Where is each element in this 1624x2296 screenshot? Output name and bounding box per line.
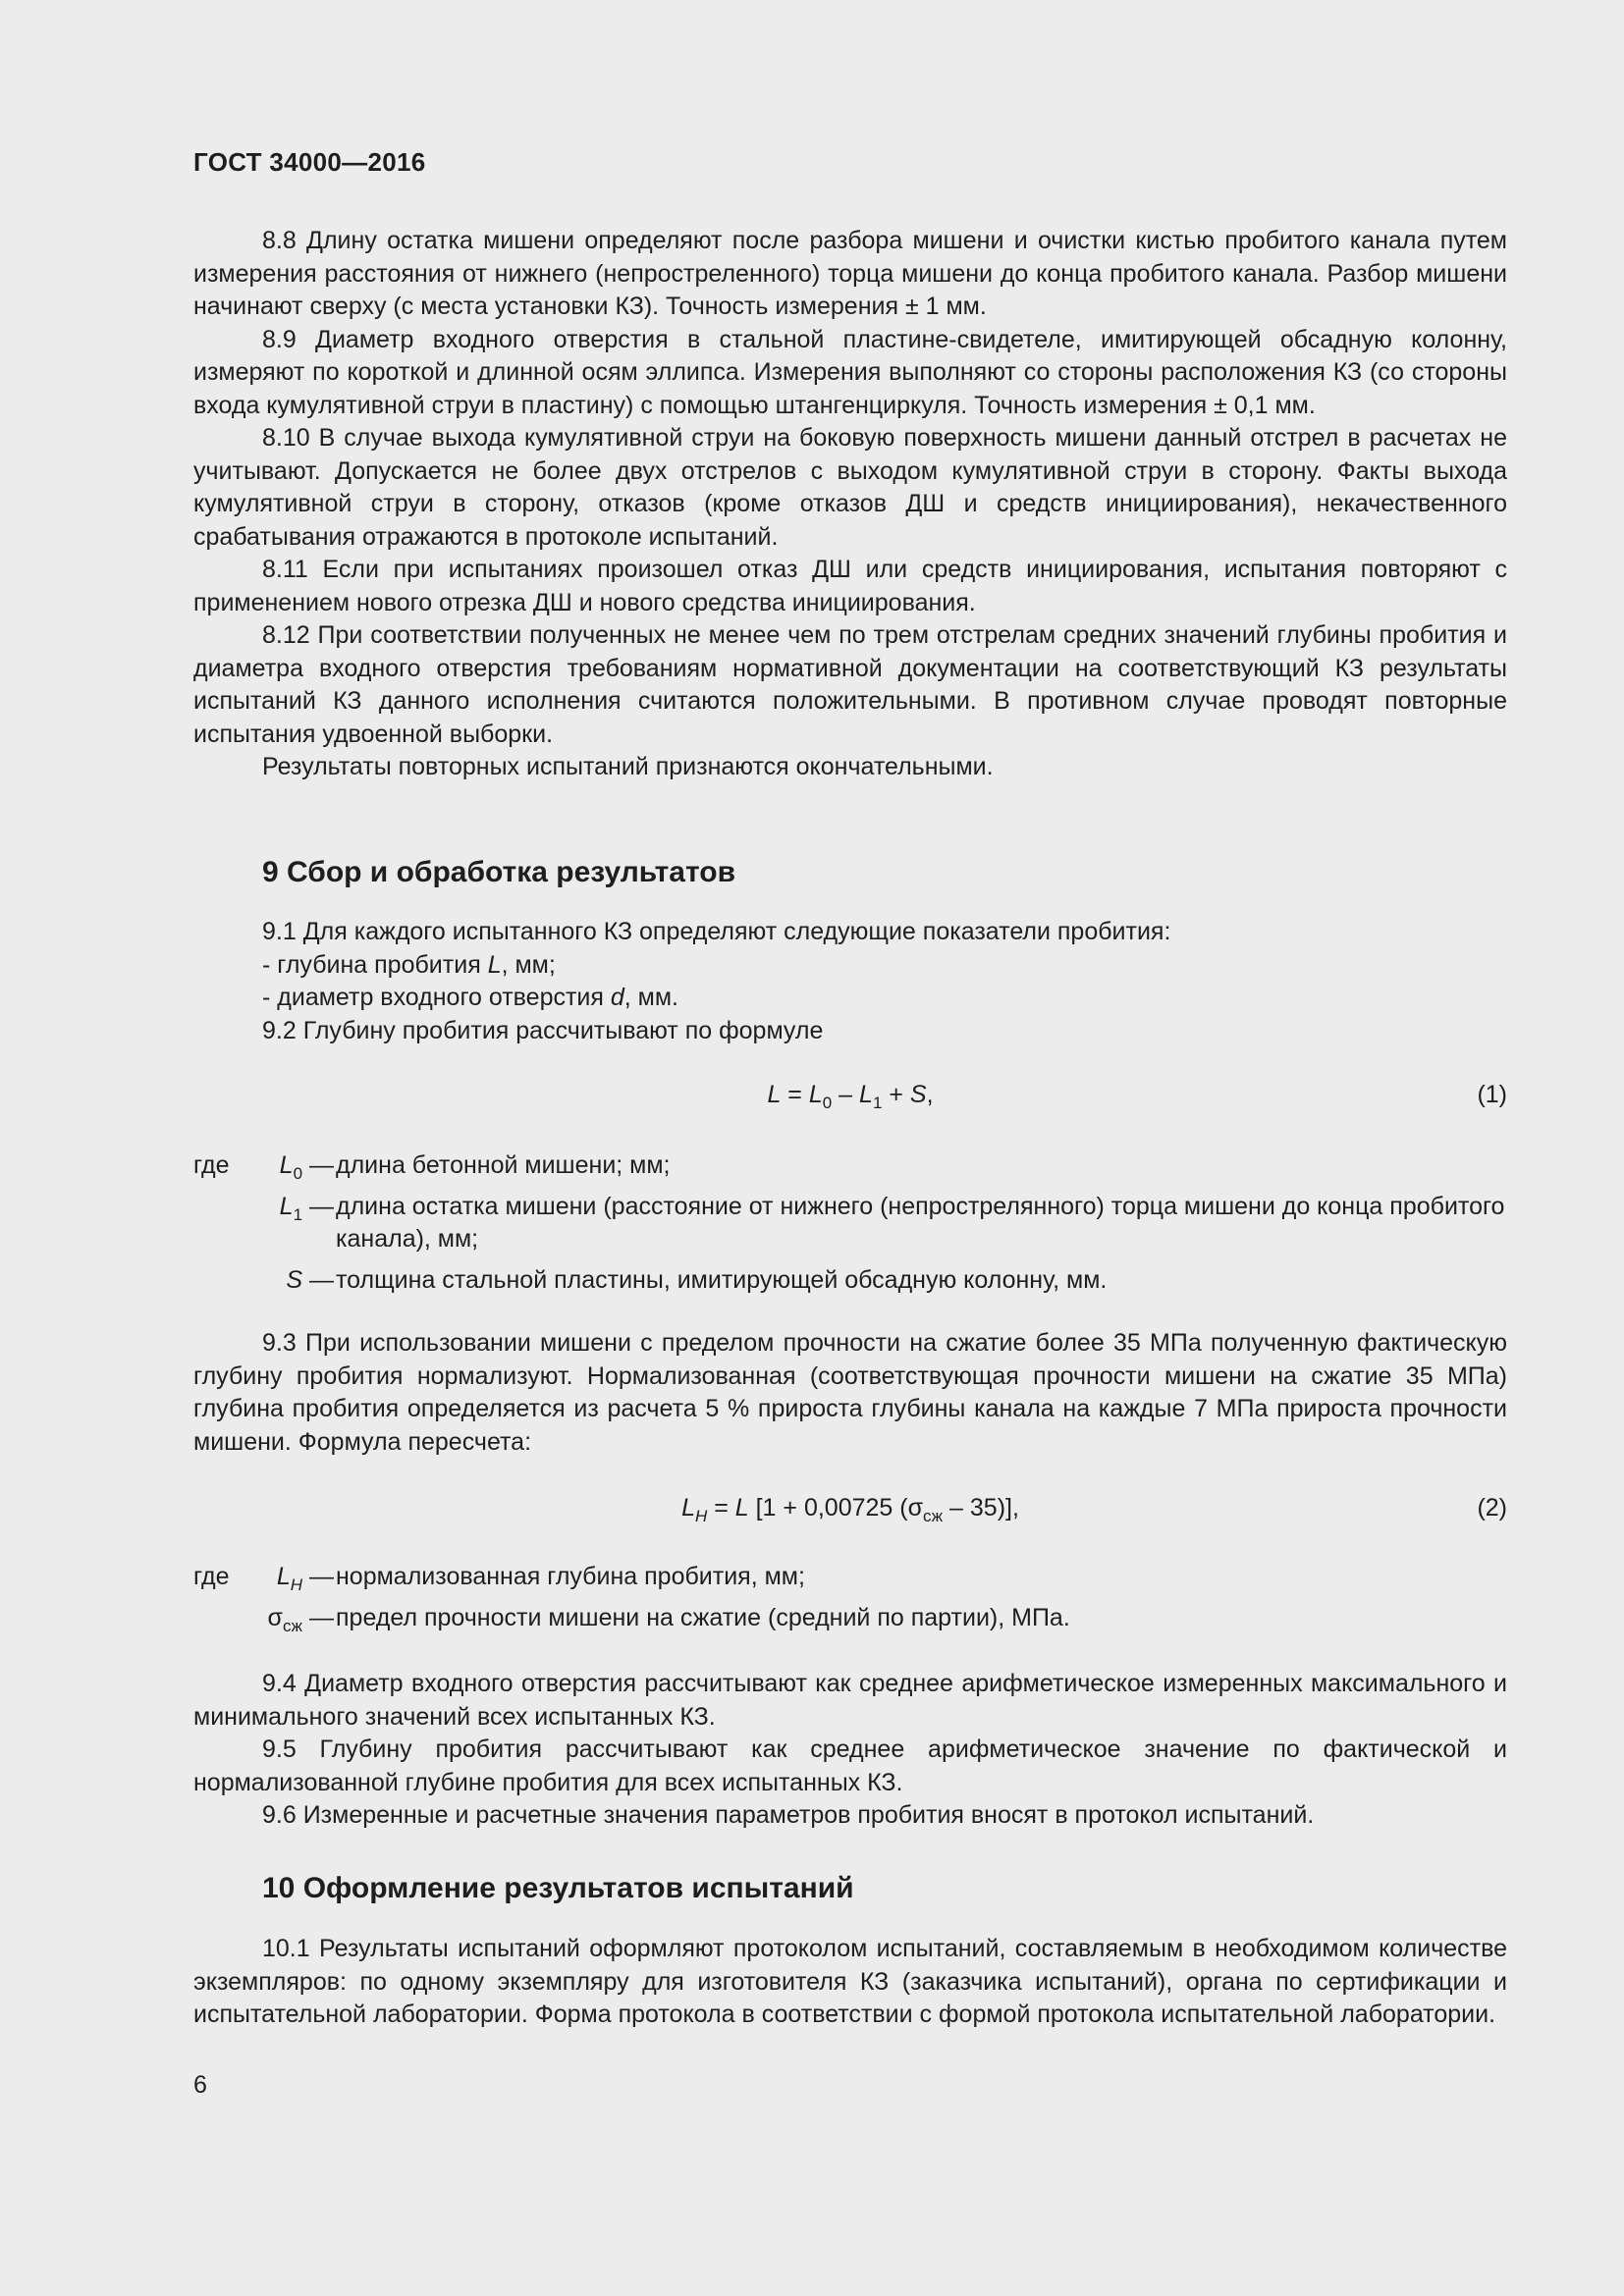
legend-symbol: S —	[286, 1265, 334, 1294]
legend-row-l0	[193, 1149, 1507, 1183]
formula-1-expression: $L = L_0 - L_1 + S$,	[767, 1081, 934, 1112]
paragraph-8-12: 8.12 При соответствии полученных не менее чем по трем отстрелам средних значений глубины пробития и диаметра входного отверстия требованиям нормативной документации на соответствующий КЗ результаты испытаний КЗ данного исполнения считаются положительными. В противном случае проводят повторные испытания удвоенной выборки.	[193, 621, 1507, 748]
paragraph-9-3: 9.3 При использовании мишени с пределом прочности на сжатие более 35 МПа полученную фактическую глубину пробития нормализуют. Нормализованная (соответствующая прочности мишени на сжатие 35 МПа) глубина пробития определяется из расчета 5 % прироста глубины канала на каждые 7 МПа прироста прочности мишени. Формула пересчета:	[193, 1329, 1507, 1456]
paragraph-10-1: 10.1 Результаты испытаний оформляют протоколом испытаний, составляемым в необходимом количестве экземпляров: по одному экземпляру для изготовителя КЗ (заказчика испытаний), органа по сертификации и испытательной лаборатории. Форма протокола в соответствии с формой протокола испытательной лаборатории.	[193, 1935, 1507, 2028]
section-10-heading-wrap	[193, 1872, 1507, 1905]
paragraph-8-8: 8.8 Длину остатка мишени определяют после разбора мишени и очистки кистью пробитого канала путем измерения расстояния от нижнего (непростреленного) торца мишени до конца пробитого канала. Разбор мишени начинают сверху (с места установки КЗ). Точность измерения ± 1 мм.	[193, 227, 1507, 320]
legend-symbol: $L_0$ —	[279, 1151, 334, 1183]
where-label: где	[193, 1151, 230, 1179]
legend-text: длина бетонной мишени; мм;	[336, 1151, 671, 1179]
section-9-heading-wrap	[193, 856, 1507, 889]
paragraph-9-1: 9.1 Для каждого испытанного КЗ определяют следующие показатели пробития:	[262, 918, 1171, 945]
legend-text: нормализованная глубина пробития, мм;	[336, 1563, 805, 1590]
paragraph-9-6: 9.6 Измеренные и расчетные значения параметров пробития вносят в протокол испытаний.	[262, 1801, 1315, 1829]
paragraph-8-9: 8.9 Диаметр входного отверстия в стальной пластине-свидетеле, имитирующей обсадную колонну, измеряют по короткой и длинной осям эллипса. Измерения выполняют со стороны расположения КЗ (со стороны входа кумулятивной струи в пластину) с помощью штангенциркуля. Точность измерения ± 0,1 мм.	[193, 325, 1507, 419]
section-10-body	[193, 1933, 1507, 2032]
section-10-heading: 10 Оформление результатов испытаний	[262, 1872, 854, 1904]
formula-2-legend	[193, 1561, 1507, 1642]
formula-1-legend	[193, 1149, 1507, 1305]
list-item-diameter: - диаметр входного отверстия d, мм.	[262, 984, 678, 1011]
formula-2	[193, 1491, 1507, 1524]
legend-symbol: $L_H$ —	[276, 1563, 334, 1594]
section-9-3	[193, 1327, 1507, 1459]
section-9-tail	[193, 1668, 1507, 1833]
formula-1-number: (1)	[1477, 1081, 1507, 1108]
page-number: 6	[193, 2071, 207, 2099]
legend-text: предел прочности мишени на сжатие (средний по партии), МПа.	[336, 1603, 1070, 1631]
paragraph-9-5: 9.5 Глубину пробития рассчитывают как среднее арифметическое значение по фактической и нормализованной глубине пробития для всех испытанных КЗ.	[193, 1735, 1507, 1796]
paragraph-8-12-final: Результаты повторных испытаний признаются окончательными.	[262, 753, 994, 780]
section-8-body	[193, 225, 1507, 784]
legend-text: длина остатка мишени (расстояние от нижнего (непрострелянного) торца мишени до конца пробитого канала), мм;	[336, 1192, 1505, 1253]
where-label: где	[193, 1563, 230, 1590]
legend-row-sigma	[193, 1602, 1507, 1635]
formula-2-number: (2)	[1477, 1494, 1507, 1522]
paragraph-9-2: 9.2 Глубину пробития рассчитывают по формуле	[262, 1016, 824, 1044]
section-9-heading: 9 Сбор и обработка результатов	[262, 856, 736, 888]
formula-1	[193, 1078, 1507, 1111]
section-9-intro	[193, 916, 1507, 1047]
legend-row-s	[193, 1264, 1507, 1298]
paragraph-8-11: 8.11 Если при испытаниях произошел отказ ДШ или средств инициирования, испытания повторяют с применением нового отрезка ДШ и нового средства инициирования.	[193, 556, 1507, 616]
legend-row-lh	[193, 1561, 1507, 1594]
page-header: ГОСТ 34000—2016	[193, 147, 426, 177]
legend-text: толщина стальной пластины, имитирующей обсадную колонну, мм.	[336, 1265, 1108, 1294]
legend-symbol: $L_1$ —	[279, 1192, 334, 1224]
paragraph-9-4: 9.4 Диаметр входного отверстия рассчитывают как среднее арифметическое измеренных максимального и минимального значений всех испытанных КЗ.	[193, 1670, 1507, 1731]
formula-2-expression: $L_H = L$ [1 + 0,00725 $(\sigma_{сж} - 35)$],	[681, 1494, 1019, 1525]
legend-row-l1	[193, 1191, 1507, 1256]
list-item-depth: - глубина пробития L, мм;	[262, 950, 556, 979]
legend-symbol: $\sigma_{сж}$ —	[267, 1603, 334, 1635]
document-page	[193, 0, 1507, 2296]
paragraph-8-10: 8.10 В случае выхода кумулятивной струи на боковую поверхность мишени данный отстрел в расчетах не учитывают. Допускается не более двух отстрелов с выходом кумулятивной струи в сторону. Факты выхода кумулятивной струи в сторону, отказов (кроме отказов ДШ и средств инициирования), некачественного срабатывания отражаются в протоколе испытаний.	[193, 424, 1507, 551]
